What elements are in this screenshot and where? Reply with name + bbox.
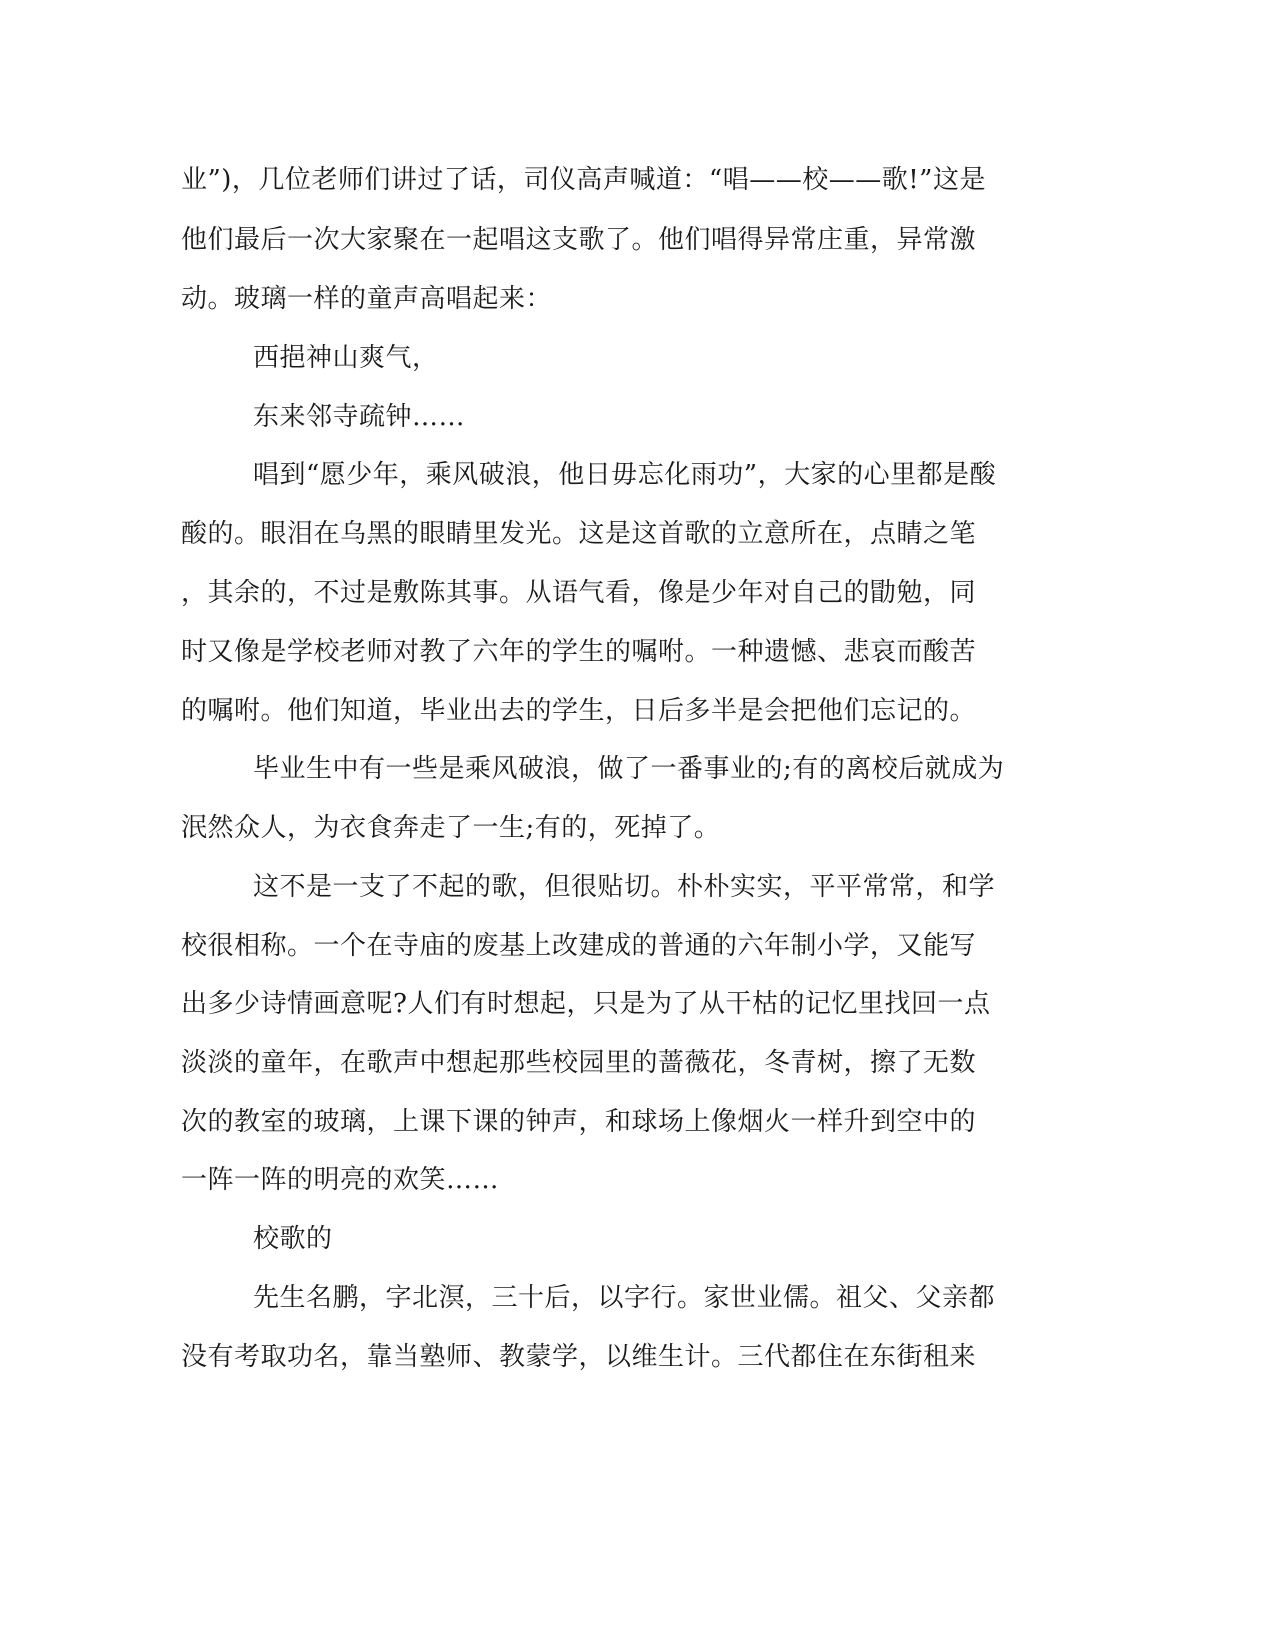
text-line: 先生名鹏，字北溟，三十后，以字行。家世业儒。祖父、父亲都: [253, 1283, 996, 1313]
text-line: 泯然众人，为衣食奔走了一生;有的，死掉了。: [181, 813, 721, 843]
text-line: 没有考取功名，靠当塾师、教蒙学，以维生计。三代都住在东街租来: [181, 1342, 977, 1372]
text-line: 校很相称。一个在寺庙的废基上改建成的普通的六年制小学，又能写: [181, 931, 977, 961]
text-line: 这不是一支了不起的歌，但很贴切。朴朴实实，平平常常，和学: [253, 872, 996, 902]
text-line: 唱到“愿少年，乘风破浪，他日毋忘化雨功”，大家的心里都是酸: [253, 460, 997, 490]
text-line: 动。玻璃一样的童声高唱起来：: [181, 284, 553, 314]
text-line: 淡淡的童年，在歌声中想起那些校园里的蔷薇花，冬青树，擦了无数: [181, 1048, 977, 1078]
text-line: 次的教室的玻璃，上课下课的钟声，和球场上像烟火一样升到空中的: [181, 1107, 977, 1137]
poem-line: 东来邻寺疏钟……: [253, 402, 466, 432]
text-line: 他们最后一次大家聚在一起唱这支歌了。他们唱得异常庄重，异常激: [181, 225, 977, 255]
text-line: 业”)，几位老师们讲过了话，司仪高声喊道：“唱——校——歌!”这是: [181, 165, 986, 195]
text-line: 出多少诗情画意呢?人们有时想起，只是为了从干枯的记忆里找回一点: [181, 989, 991, 1019]
text-line: 毕业生中有一些是乘风破浪，做了一番事业的;有的离校后就成为: [253, 754, 1005, 784]
text-line: 酸的。眼泪在乌黑的眼睛里发光。这是这首歌的立意所在，点睛之笔: [181, 519, 977, 549]
text-line: 一阵一阵的明亮的欢笑……: [181, 1165, 500, 1195]
poem-line: 西挹神山爽气，: [253, 343, 439, 373]
section-heading: 校歌的: [253, 1224, 333, 1254]
text-line: 时又像是学校老师对教了六年的学生的嘱咐。一种遗憾、悲哀而酸苦: [181, 637, 977, 667]
text-line: ，其余的，不过是敷陈其事。从语气看，像是少年对自己的勖勉，同: [181, 578, 977, 608]
text-line: 的嘱咐。他们知道，毕业出去的学生，日后多半是会把他们忘记的。: [181, 696, 977, 726]
